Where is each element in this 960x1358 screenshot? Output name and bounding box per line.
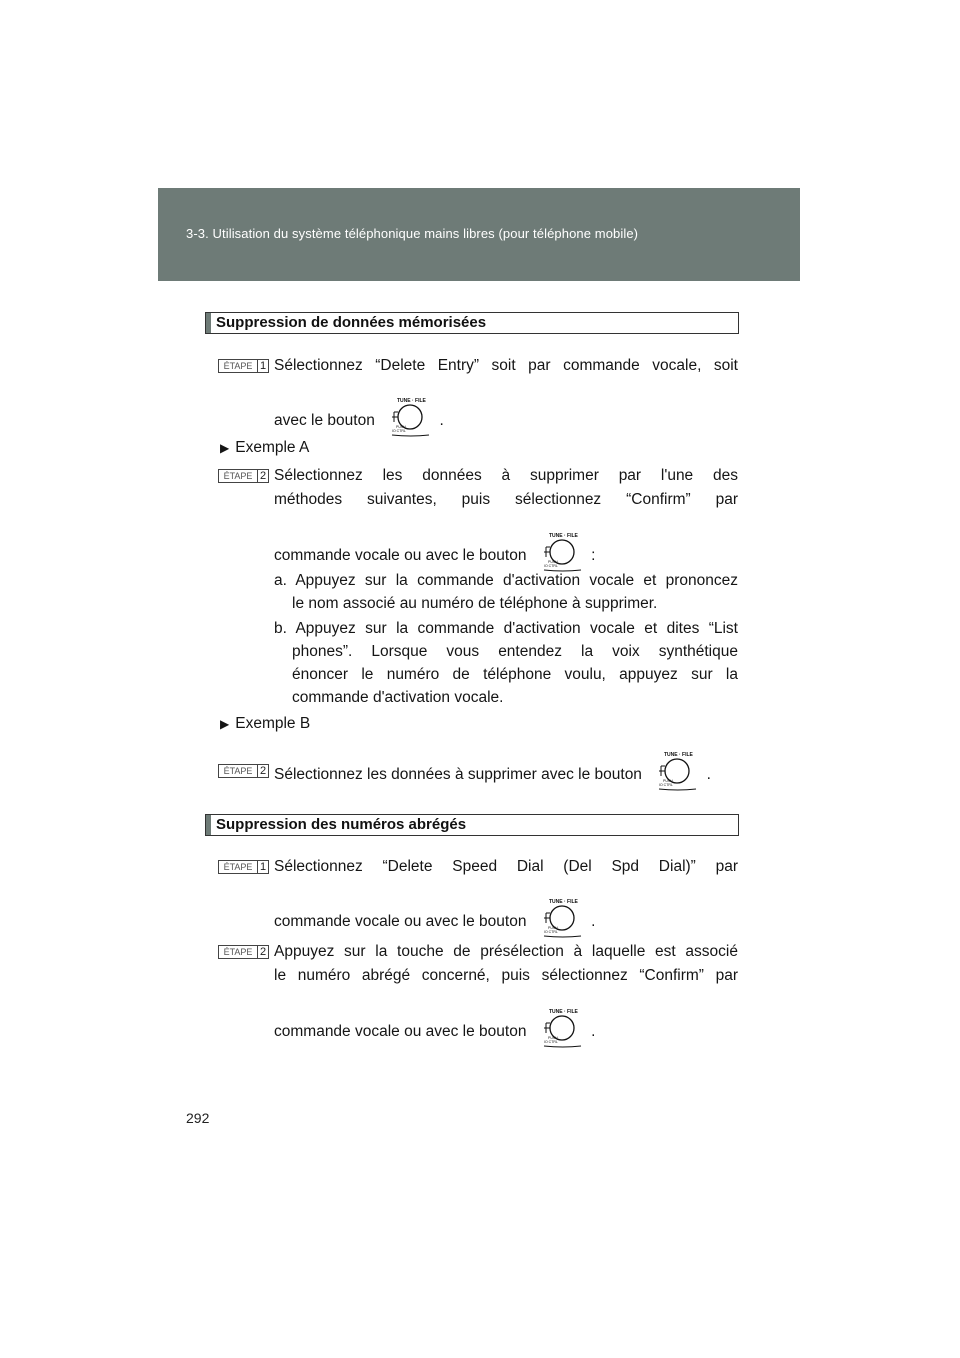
example-b-label: [220, 712, 310, 737]
example-a-label: [220, 436, 309, 461]
svg-text:PUSH: PUSH: [547, 926, 558, 930]
tune-file-knob-icon: [533, 530, 585, 574]
tune-file-knob-icon: [533, 896, 585, 940]
text-fragment: commande vocale ou avec le bouton: [274, 1023, 527, 1040]
svg-text:IO CTRL: IO CTRL: [543, 1040, 558, 1044]
svg-text:IO CTRL: IO CTRL: [659, 783, 674, 787]
example-label: Exemple A: [235, 439, 310, 456]
step-badge: [218, 860, 269, 874]
step-text-line: [274, 749, 711, 793]
step-text: le numéro abrégé concerné, puis sélectionnez “Confirm” par: [274, 967, 738, 984]
step-text-line: [274, 1006, 595, 1050]
list-item-b-cont: énoncer le numéro de téléphone voulu, appuyez sur la: [292, 666, 738, 683]
list-item-a: a. Appuyez sur la commande d'activation vocale et prononcez: [274, 572, 738, 589]
text-fragment: commande vocale ou avec le bouton: [274, 547, 527, 564]
step-number: 2: [257, 765, 268, 777]
tune-file-knob-icon: [648, 749, 700, 793]
svg-text:PUSH: PUSH: [547, 560, 558, 564]
tune-file-knob-icon: [381, 395, 433, 439]
svg-text:PUSH: PUSH: [396, 425, 406, 429]
text-fragment: .: [439, 412, 444, 429]
list-item-b-cont: commande d'activation vocale.: [292, 689, 504, 706]
step-text: Sélectionnez “Delete Entry” soit par commande vocale, soit: [274, 357, 738, 374]
heading-accent-bar: [206, 815, 211, 835]
text-fragment: commande vocale ou avec le bouton: [274, 913, 527, 930]
triangle-right-icon: ▶: [220, 441, 230, 455]
step-badge: [218, 469, 269, 483]
step-label: ÉTAPE: [219, 765, 257, 777]
section-heading-delete-speed-dials: [205, 814, 739, 836]
step-label: ÉTAPE: [219, 360, 257, 372]
step-badge: [218, 764, 269, 778]
step-text: Appuyez sur la touche de présélection à laquelle est associé: [274, 943, 738, 960]
list-item-b-cont: phones”. Lorsque vous entendez la voix synthétique: [292, 643, 738, 660]
step-text-line: [274, 530, 595, 574]
step-number: 1: [257, 360, 268, 372]
step-label: ÉTAPE: [219, 861, 257, 873]
text-fragment: :: [591, 547, 596, 564]
svg-text:TUNE · FILE: TUNE · FILE: [397, 398, 427, 404]
svg-text:PUSH: PUSH: [547, 1036, 558, 1040]
page-number: 292: [186, 1110, 210, 1126]
svg-text:TUNE · FILE: TUNE · FILE: [548, 1009, 578, 1015]
text-fragment: Sélectionnez les données à supprimer avec le bouton: [274, 766, 642, 783]
step-text: Sélectionnez les données à supprimer par l'une des: [274, 467, 738, 484]
section-title: Suppression des numéros abrégés: [216, 816, 467, 833]
list-item-b: b. Appuyez sur la commande d'activation vocale et dites “List: [274, 620, 738, 637]
step-badge: [218, 359, 269, 373]
section-title: Suppression de données mémorisées: [216, 314, 487, 331]
step-badge: [218, 945, 269, 959]
example-label: Exemple B: [235, 715, 311, 732]
heading-accent-bar: [206, 313, 211, 333]
chapter-title: 3-3. Utilisation du système téléphonique mains libres (pour téléphone mobile): [186, 226, 639, 241]
step-label: ÉTAPE: [219, 470, 257, 482]
svg-text:PUSH: PUSH: [663, 779, 673, 783]
step-number: 2: [257, 470, 268, 482]
step-text: méthodes suivantes, puis sélectionnez “Confirm” par: [274, 491, 738, 508]
text-fragment: .: [706, 766, 711, 783]
svg-text:TUNE · FILE: TUNE · FILE: [548, 899, 578, 905]
step-text-line: [274, 896, 595, 940]
svg-text:IO CTRL: IO CTRL: [543, 564, 558, 568]
text-fragment: .: [591, 1023, 596, 1040]
step-text: Sélectionnez “Delete Speed Dial (Del Spd Dial)” par: [274, 858, 738, 875]
text-fragment: avec le bouton: [274, 412, 375, 429]
step-number: 2: [257, 946, 268, 958]
step-number: 1: [257, 861, 268, 873]
svg-text:IO CTRL: IO CTRL: [392, 429, 406, 433]
step-label: ÉTAPE: [219, 946, 257, 958]
text-fragment: .: [591, 913, 596, 930]
svg-text:TUNE · FILE: TUNE · FILE: [664, 752, 694, 758]
tune-file-knob-icon: [533, 1006, 585, 1050]
svg-text:TUNE · FILE: TUNE · FILE: [548, 533, 578, 539]
list-item-a-cont: le nom associé au numéro de téléphone à supprimer.: [292, 595, 658, 612]
step-text-line: [274, 395, 444, 439]
triangle-right-icon: ▶: [220, 717, 230, 731]
section-heading-delete-entries: [205, 312, 739, 334]
svg-text:IO CTRL: IO CTRL: [543, 930, 558, 934]
